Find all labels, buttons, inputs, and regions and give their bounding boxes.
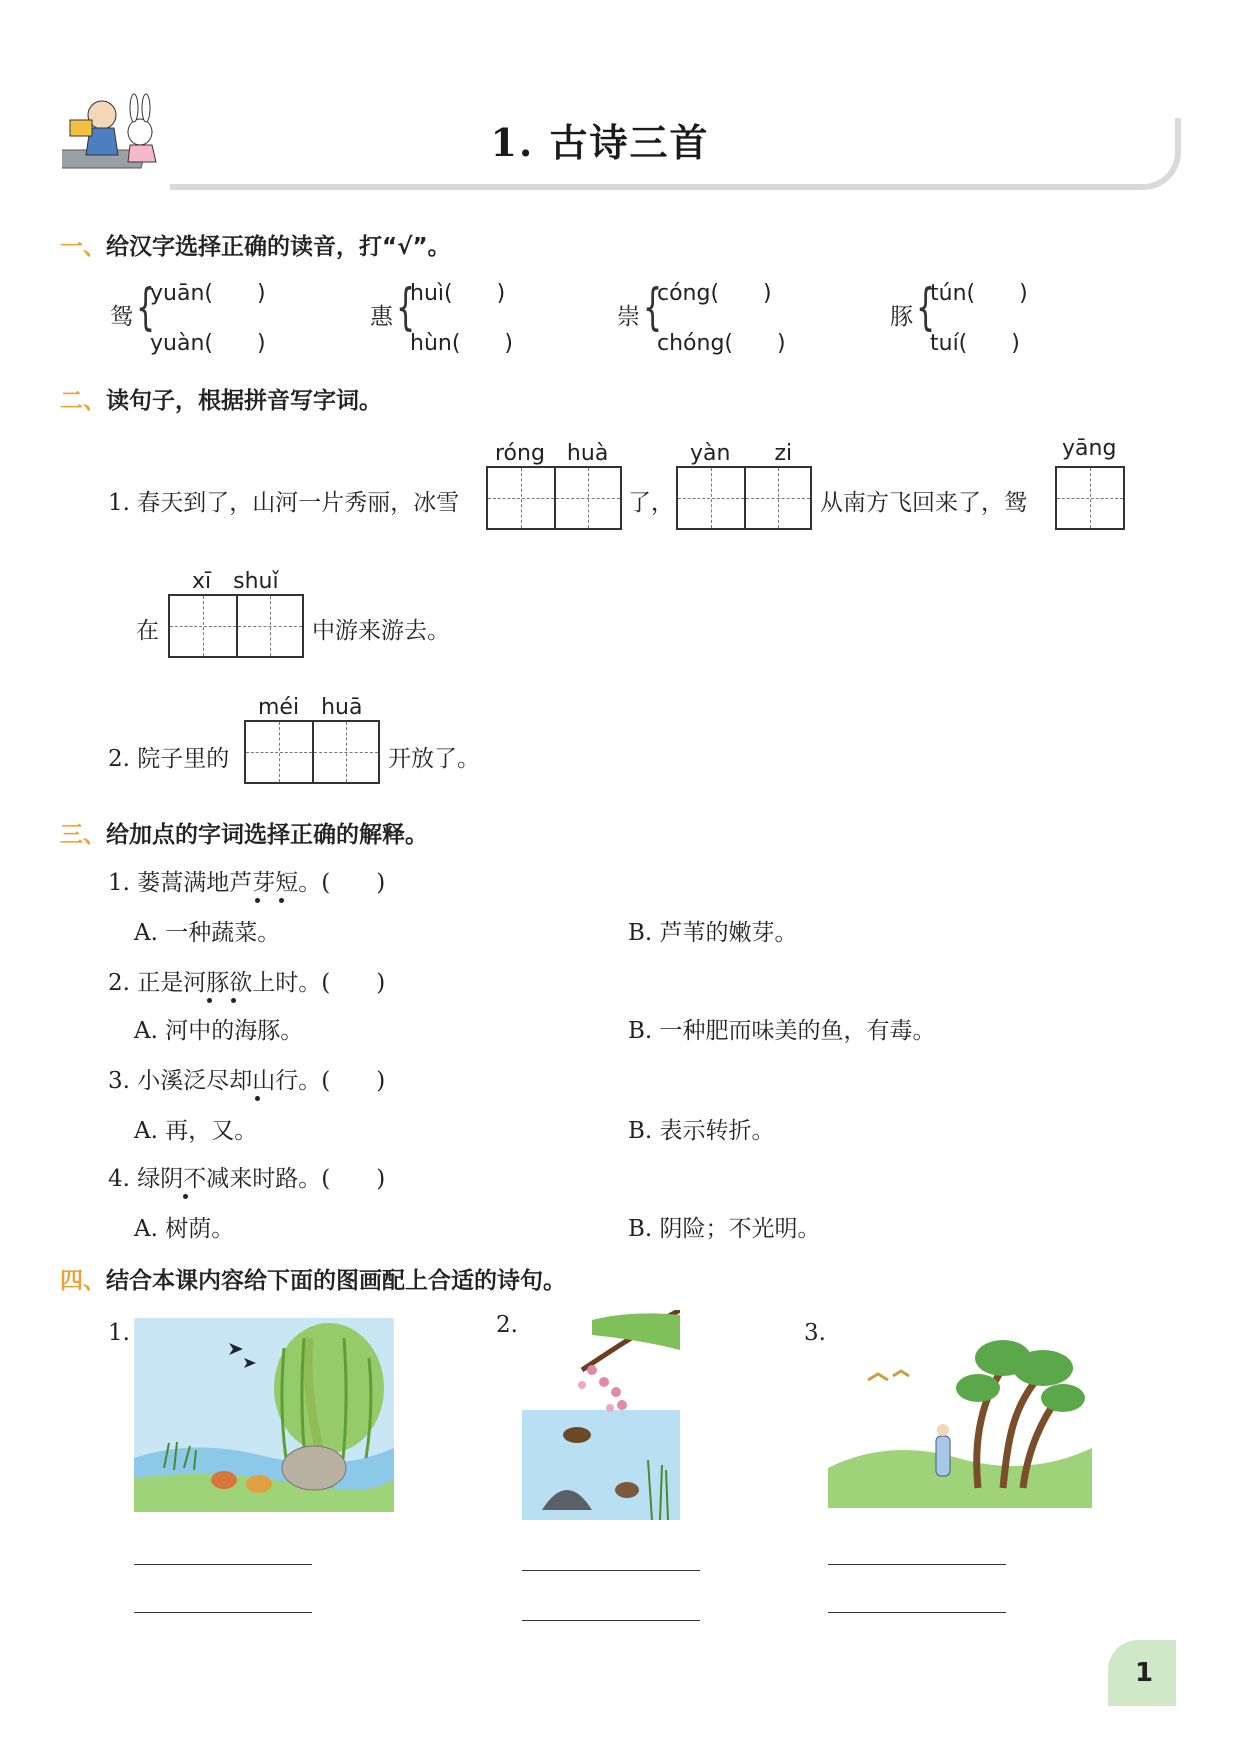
section-2-number: 二、 (60, 388, 106, 414)
write-box-xi-shui[interactable] (168, 594, 304, 658)
brace-3: { (643, 278, 663, 336)
s1-char-2: 惠 (370, 304, 393, 330)
s1-opt-3b[interactable]: chóng( ) (657, 331, 786, 356)
s1-opt-1b[interactable]: yuàn( ) (150, 331, 266, 356)
emphasis-dot (279, 898, 284, 903)
s3-q2-option-b[interactable]: B. 一种肥而味美的鱼，有毒。 (628, 1018, 936, 1044)
brace-4: { (916, 278, 936, 336)
s3-question-1: 1. 蒌蒿满地芦芽短。( ) (108, 870, 386, 896)
page-number: 1 (1135, 1658, 1154, 1688)
s2-sentence-1-part-b: 了， (628, 490, 674, 516)
s3-q1-option-b[interactable]: B. 芦苇的嫩芽。 (628, 920, 798, 946)
emphasis-dot (255, 898, 260, 903)
s1-opt-4a[interactable]: tún( ) (930, 281, 1028, 306)
write-box-yan-zi[interactable] (676, 466, 812, 530)
s3-question-4: 4. 绿阴不减来时路。( ) (108, 1166, 386, 1192)
answer-line-2a[interactable] (522, 1570, 700, 1571)
section-4-heading (60, 1262, 566, 1295)
picture-3-label: 3. (804, 1320, 826, 1346)
write-box-rong-hua[interactable] (486, 466, 622, 530)
pinyin-rong-hua: róng huà (495, 441, 609, 466)
write-box-mei-hua[interactable] (244, 720, 380, 784)
section-3-number: 三、 (60, 822, 106, 848)
section-3-title: 给加点的字词选择正确的解释。 (106, 822, 428, 848)
section-1-title: 给汉字选择正确的读音，打“√”。 (106, 234, 451, 260)
s3-q3-option-a[interactable]: A. 再，又。 (134, 1118, 258, 1144)
s1-opt-2b[interactable]: hùn( ) (410, 331, 513, 356)
answer-line-1b[interactable] (134, 1612, 312, 1613)
section-2-title: 读句子，根据拼音写字词。 (106, 388, 382, 414)
section-4-number: 四、 (60, 1268, 106, 1294)
s3-q3-option-b[interactable]: B. 表示转折。 (628, 1118, 775, 1144)
s3-question-2: 2. 正是河豚欲上时。( ) (108, 970, 386, 996)
section-4-title: 结合本课内容给下面的图画配上合适的诗句。 (106, 1268, 566, 1294)
picture-1-label: 1. (108, 1320, 130, 1346)
section-2-heading (60, 382, 382, 415)
s1-char-3: 崇 (617, 304, 640, 330)
emphasis-dot (231, 998, 236, 1003)
s3-question-3: 3. 小溪泛尽却山行。( ) (108, 1068, 386, 1094)
pinyin-mei-hua: méi huā (258, 695, 363, 720)
answer-line-2b[interactable] (522, 1620, 700, 1621)
s1-opt-3a[interactable]: cóng( ) (657, 281, 772, 306)
s3-q4-option-b[interactable]: B. 阴险；不光明。 (628, 1216, 821, 1242)
s2-sentence-1-part-d: 在 (136, 618, 159, 644)
s1-opt-4b[interactable]: tuí( ) (930, 331, 1020, 356)
willow-and-ducks-picture (134, 1318, 394, 1512)
pinyin-yan-zi: yàn zi (690, 441, 793, 466)
answer-line-3a[interactable] (828, 1564, 1006, 1565)
answer-line-3b[interactable] (828, 1612, 1006, 1613)
s2-sentence-1-part-a: 1. 春天到了，山河一片秀丽，冰雪 (108, 490, 460, 516)
emphasis-dot (207, 998, 212, 1003)
section-3-heading (60, 816, 428, 849)
s2-sentence-1-part-e: 中游来游去。 (312, 618, 450, 644)
page-title: 1. 古诗三首 (490, 120, 710, 165)
write-box-yang[interactable] (1055, 466, 1125, 530)
s2-sentence-1-part-c: 从南方飞回来了，鸳 (820, 490, 1027, 516)
brace-2: { (396, 278, 416, 336)
mountain-path-trees-picture (828, 1318, 1092, 1508)
s2-sentence-2-part-a: 2. 院子里的 (108, 746, 230, 772)
s1-opt-2a[interactable]: huì( ) (410, 281, 506, 306)
brace-1: { (136, 278, 156, 336)
s2-sentence-2-part-b: 开放了。 (388, 746, 480, 772)
picture-2-label: 2. (496, 1312, 518, 1338)
peach-blossom-river-picture (522, 1310, 680, 1520)
s3-q2-option-a[interactable]: A. 河中的海豚。 (134, 1018, 304, 1044)
answer-line-1a[interactable] (134, 1564, 312, 1565)
section-1-heading (60, 228, 451, 261)
s3-q4-option-a[interactable]: A. 树荫。 (134, 1216, 235, 1242)
s3-q1-option-a[interactable]: A. 一种蔬菜。 (134, 920, 281, 946)
s1-opt-1a[interactable]: yuān( ) (150, 281, 266, 306)
pinyin-xi-shui: xī shuǐ (192, 569, 279, 594)
s1-char-1: 鸳 (110, 304, 133, 330)
s1-char-4: 豚 (890, 304, 913, 330)
emphasis-dot (183, 1194, 188, 1199)
emphasis-dot (255, 1096, 260, 1101)
section-1-number: 一、 (60, 234, 106, 260)
pinyin-yang: yāng (1062, 436, 1117, 461)
